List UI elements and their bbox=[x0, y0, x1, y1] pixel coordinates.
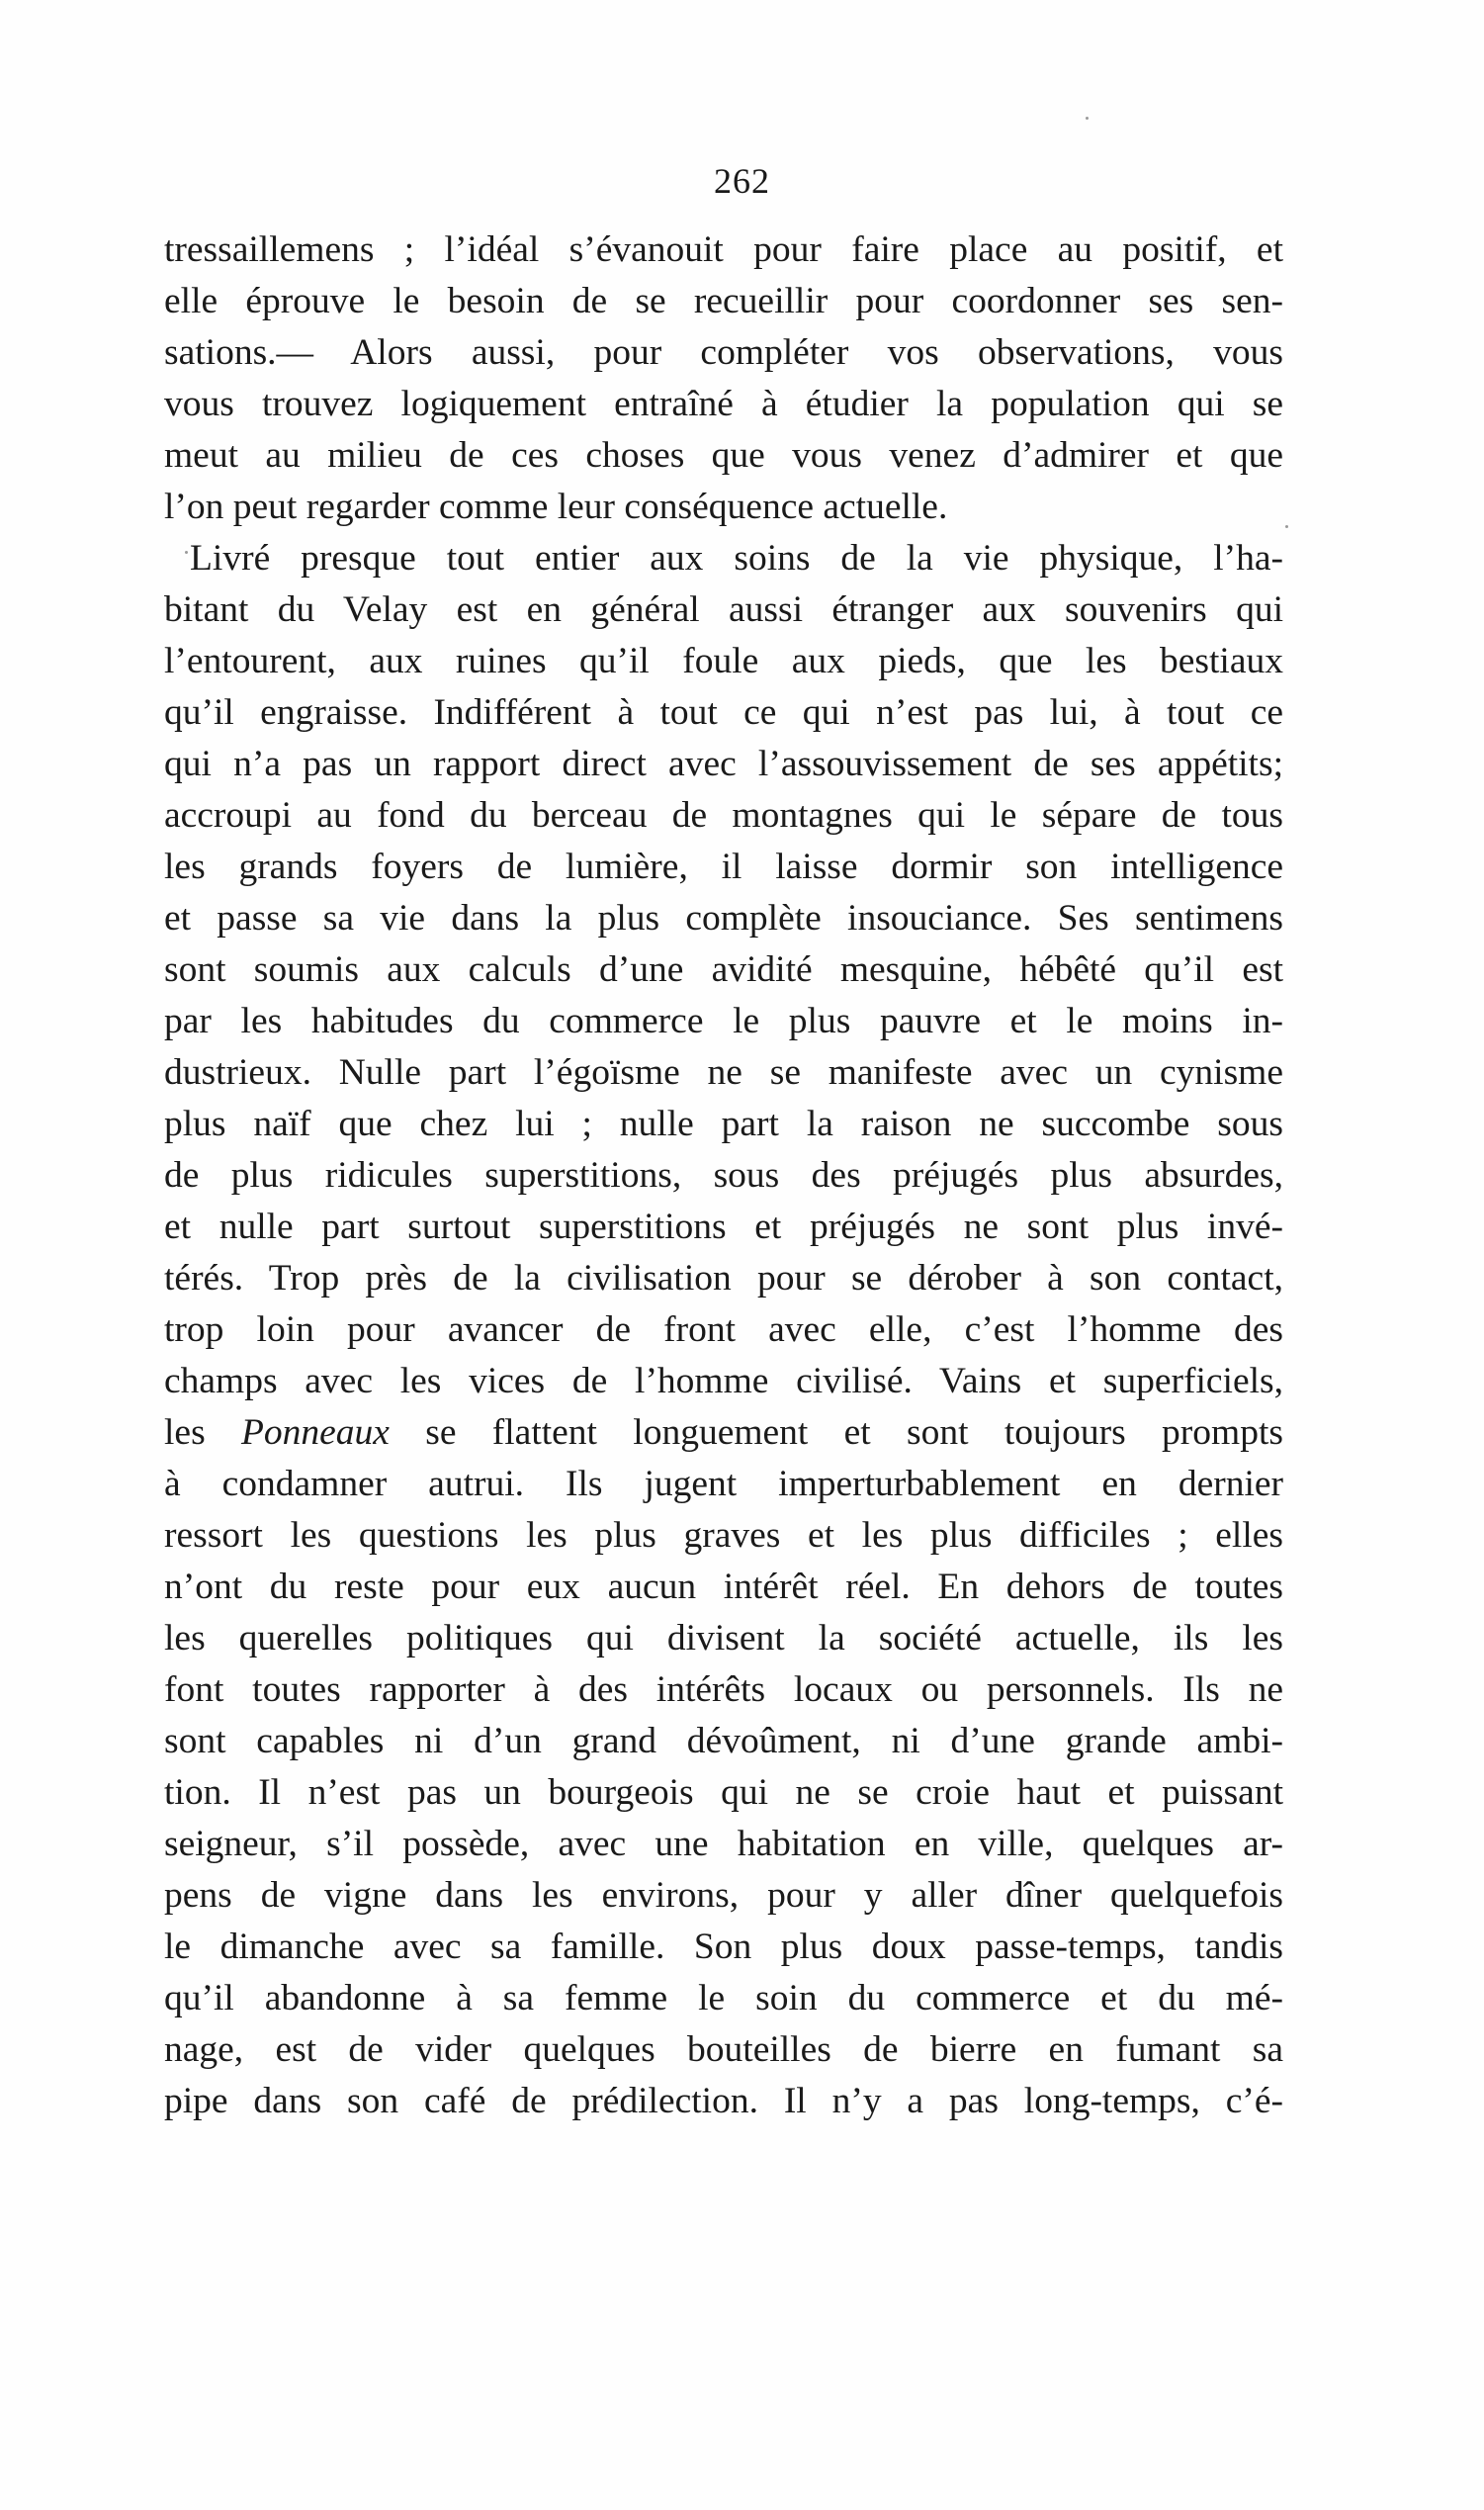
text-line: qu’il abandonne à sa femme le soin du commerce et du mé- bbox=[164, 1978, 1283, 2018]
text-line: elle éprouve le besoin de se recueillir pour coordonner ses sen- bbox=[164, 281, 1283, 321]
page-number: 262 bbox=[714, 161, 770, 201]
text-line: plus naïf que chez lui ; nulle part la raison ne succombe sous bbox=[164, 1104, 1283, 1144]
text-line: pens de vigne dans les environs, pour y aller dîner quelquefois bbox=[164, 1875, 1283, 1916]
text-line: pipe dans son café de prédilection. Il n’y a pas long-temps, c’é- bbox=[164, 2081, 1283, 2121]
text-line: bitant du Velay est en général aussi étranger aux souvenirs qui bbox=[164, 589, 1283, 630]
text-line: meut au milieu de ces choses que vous venez d’admirer et que bbox=[164, 435, 1283, 476]
text-line: par les habitudes du commerce le plus pauvre et le moins in- bbox=[164, 1001, 1283, 1041]
text-line: les querelles politiques qui divisent la société actuelle, ils les bbox=[164, 1618, 1283, 1658]
text-line: seigneur, s’il possède, avec une habitation en ville, quelques ar- bbox=[164, 1824, 1283, 1864]
text-line: l’entourent, aux ruines qu’il foule aux pieds, que les bestiaux bbox=[164, 641, 1283, 681]
text-line: nage, est de vider quelques bouteilles de bierre en fumant sa bbox=[164, 2029, 1283, 2070]
text-line: et nulle part surtout superstitions et préjugés ne sont plus invé- bbox=[164, 1207, 1283, 1247]
text-line: accroupi au fond du berceau de montagnes qui le sépare de tous bbox=[164, 795, 1283, 836]
paper-speck bbox=[185, 551, 188, 554]
text-line: vous trouvez logiquement entraîné à étudier la population qui se bbox=[164, 384, 1283, 424]
text-line: qui n’a pas un rapport direct avec l’assouvissement de ses appétits; bbox=[164, 744, 1283, 784]
text-line: de plus ridicules superstitions, sous des préjugés plus absurdes, bbox=[164, 1155, 1283, 1196]
text-line: l’on peut regarder comme leur conséquence actuelle. bbox=[164, 487, 948, 527]
text-line: n’ont du reste pour eux aucun intérêt réel. En dehors de toutes bbox=[164, 1567, 1283, 1607]
text-line: le dimanche avec sa famille. Son plus doux passe-temps, tandis bbox=[164, 1927, 1283, 1967]
text-line: ressort les questions les plus graves et les plus difficiles ; elles bbox=[164, 1515, 1283, 1556]
text-line: et passe sa vie dans la plus complète insouciance. Ses sentimens bbox=[164, 898, 1283, 939]
text-line: trop loin pour avancer de front avec elle, c’est l’homme des bbox=[164, 1309, 1283, 1350]
text-segment: se flattent longuement et sont toujours prompts bbox=[389, 1412, 1283, 1453]
text-line: tressaillemens ; l’idéal s’évanouit pour faire place au positif, et bbox=[164, 229, 1283, 270]
text-line: sont capables ni d’un grand dévoûment, ni d’une grande ambi- bbox=[164, 1721, 1283, 1761]
text-line: dustrieux. Nulle part l’égoïsme ne se manifeste avec un cynisme bbox=[164, 1052, 1283, 1093]
paper-speck bbox=[1285, 525, 1288, 528]
paper-speck bbox=[1086, 117, 1089, 120]
text-line: les grands foyers de lumière, il laisse dormir son intelligence bbox=[164, 847, 1283, 887]
text-line: tion. Il n’est pas un bourgeois qui ne se croie haut et puissant bbox=[164, 1772, 1283, 1813]
text-line: font toutes rapporter à des intérêts locaux ou personnels. Ils ne bbox=[164, 1669, 1283, 1710]
text-line: à condamner autrui. Ils jugent imperturbablement en dernier bbox=[164, 1464, 1283, 1504]
text-line: champs avec les vices de l’homme civilisé. Vains et superficiels, bbox=[164, 1361, 1283, 1401]
text-line: sont soumis aux calculs d’une avidité mesquine, hébêté qu’il est bbox=[164, 949, 1283, 990]
text-line: térés. Trop près de la civilisation pour se dérober à son contact, bbox=[164, 1258, 1283, 1299]
text-segment: les bbox=[164, 1412, 241, 1453]
italic-name-ponneaux: Ponneaux bbox=[240, 1412, 390, 1453]
body-text bbox=[164, 224, 1283, 2127]
paragraph-start-line: Livré presque tout entier aux soins de la vie physique, l’ha- bbox=[190, 538, 1283, 579]
text-line: sations.— Alors aussi, pour compléter vos observations, vous bbox=[164, 332, 1283, 373]
text-line: qu’il engraisse. Indifférent à tout ce qui n’est pas lui, à tout ce bbox=[164, 692, 1283, 733]
text-line-with-italic bbox=[164, 1407, 1283, 1459]
